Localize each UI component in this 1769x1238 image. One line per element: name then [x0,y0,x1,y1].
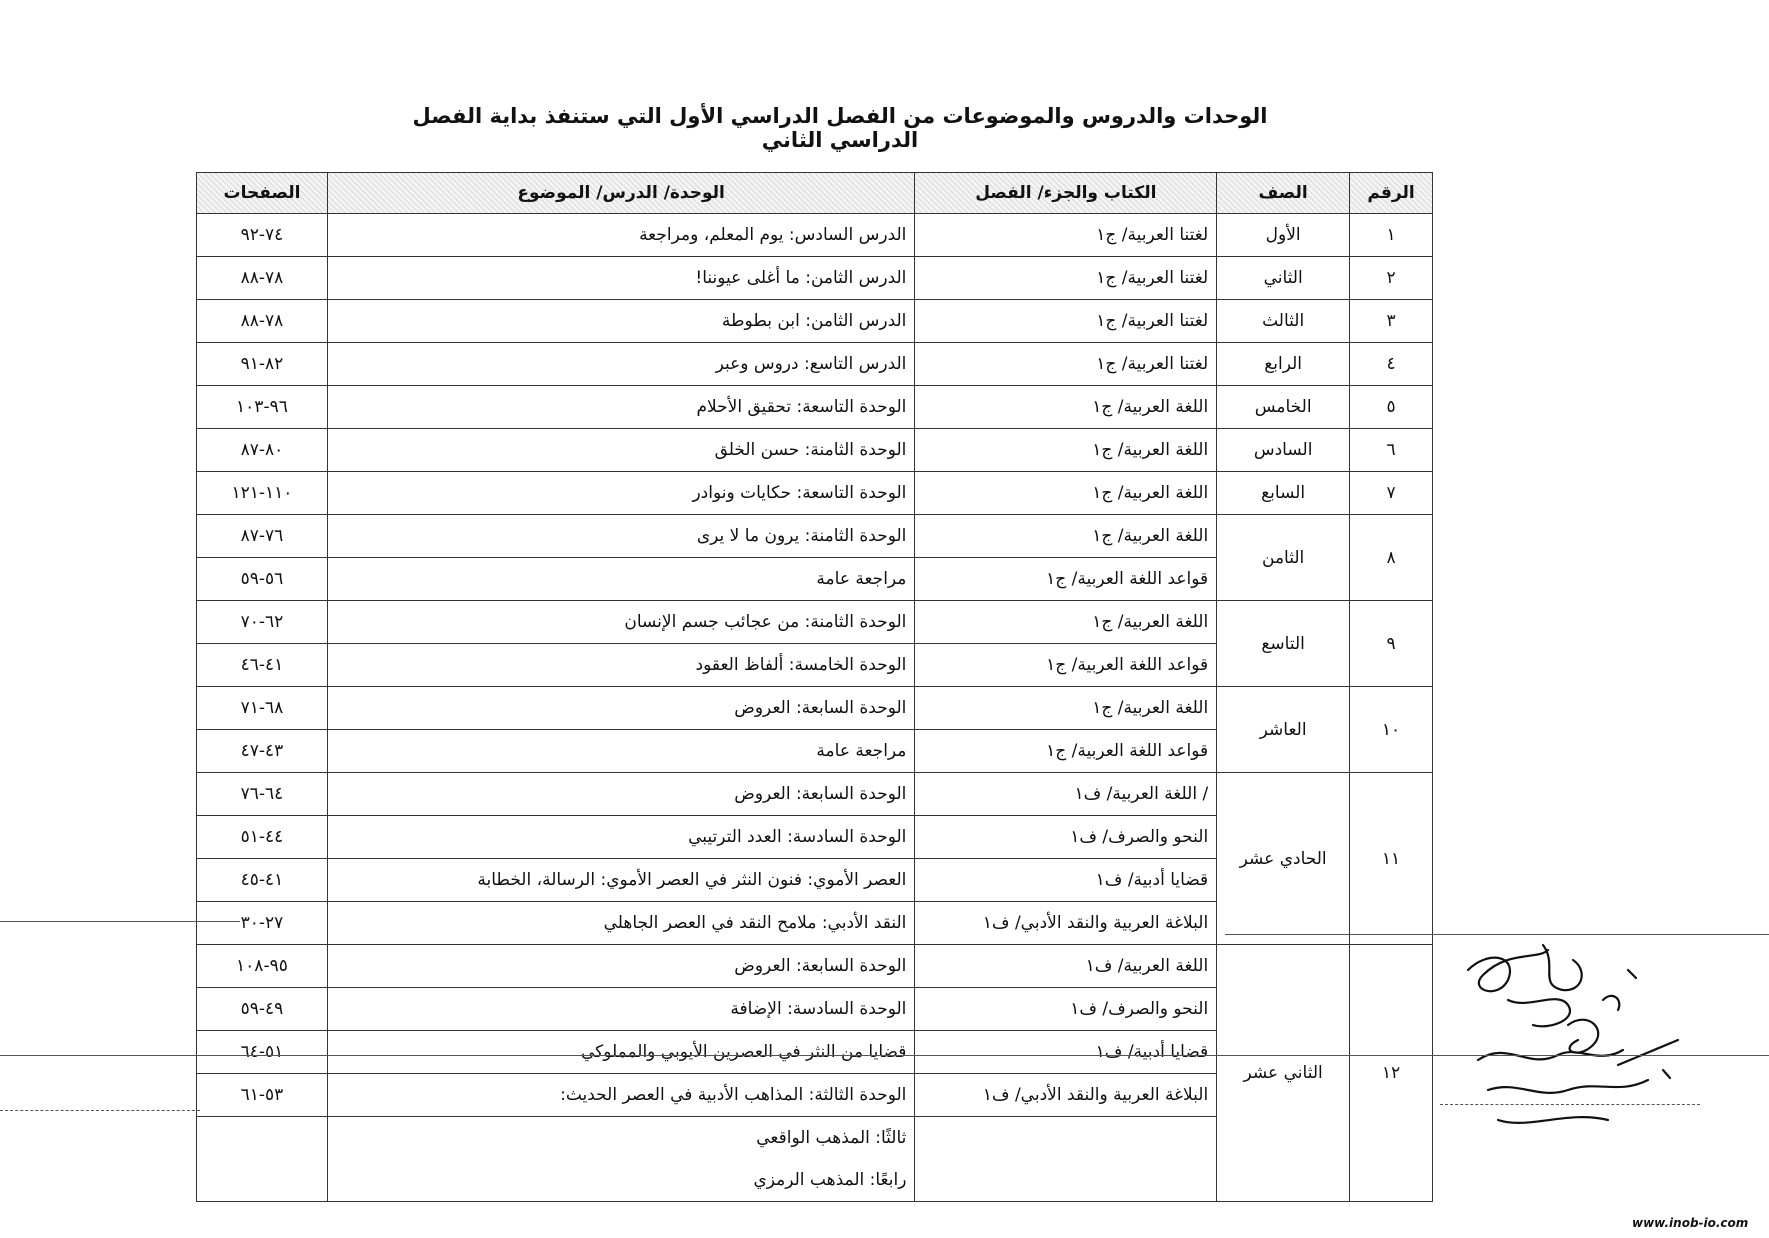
row-topic: الوحدة السابعة: العروض [327,687,915,730]
row-topic: الوحدة التاسعة: حكايات ونوادر [327,472,915,515]
row-book: قواعد اللغة العربية/ ج١ [915,644,1217,687]
row-topic: مراجعة عامة [327,730,915,773]
row-number: ٢ [1350,257,1433,300]
row-grade: الثاني [1217,257,1350,300]
row-pages: ٤٣-٤٧ [197,730,328,773]
row-topic: مراجعة عامة [327,558,915,601]
row-pages: ٧٨-٨٨ [197,300,328,343]
row-grade: الخامس [1217,386,1350,429]
row-book: قضايا أدبية/ ف١ [915,859,1217,902]
row-number: ١٠ [1350,687,1433,773]
row-grade: الحادي عشر [1217,773,1350,945]
row-pages: ٧٨-٨٨ [197,257,328,300]
row-number: ٣ [1350,300,1433,343]
row-topic: الوحدة التاسعة: تحقيق الأحلام [327,386,915,429]
table-row [197,257,1433,300]
row-number: ٥ [1350,386,1433,429]
row-number: ٦ [1350,429,1433,472]
row-grade: التاسع [1217,601,1350,687]
table-row [197,945,1433,988]
header-topic: الوحدة/ الدرس/ الموضوع [327,173,915,214]
row-pages: ٨٠-٨٧ [197,429,328,472]
row-number: ٤ [1350,343,1433,386]
row-book: / اللغة العربية/ ف١ [915,773,1217,816]
row-pages: ١١٠-١٢١ [197,472,328,515]
extra-line: رابعًا: المذهب الرمزي [753,1170,907,1190]
row-topic: الدرس الثامن: ما أغلى عيوننا! [327,257,915,300]
row-pages: ٤٩-٥٩ [197,988,328,1031]
row-topic: الوحدة السادسة: العدد الترتيبي [327,816,915,859]
row-pages [197,1117,328,1202]
scan-line [0,1055,1769,1056]
row-book: لغتنا العربية/ ج١ [915,343,1217,386]
row-book: اللغة العربية/ ج١ [915,386,1217,429]
row-pages: ٢٧-٣٠ [197,902,328,945]
header-pages: الصفحات [197,173,328,214]
table-row [197,472,1433,515]
row-number: ١ [1350,214,1433,257]
row-topic: العصر الأموي: فنون النثر في العصر الأموي: الرسالة، الخطابة [327,859,915,902]
row-grade: العاشر [1217,687,1350,773]
row-topic-extra [327,1117,915,1202]
row-pages: ٥١-٦٤ [197,1031,328,1074]
row-book: لغتنا العربية/ ج١ [915,214,1217,257]
row-topic: الوحدة الثالثة: المذاهب الأدبية في العصر الحديث: [327,1074,915,1117]
row-book: لغتنا العربية/ ج١ [915,300,1217,343]
header-number: الرقم [1350,173,1433,214]
scan-line [0,1110,200,1111]
row-book [915,1117,1217,1202]
row-topic: الوحدة الثامنة: من عجائب جسم الإنسان [327,601,915,644]
table-row [197,429,1433,472]
row-pages: ٦٨-٧١ [197,687,328,730]
schedule-table [196,172,1433,1202]
row-pages: ٨٢-٩١ [197,343,328,386]
row-topic: الوحدة السابعة: العروض [327,945,915,988]
table-row [197,515,1433,558]
row-topic: الدرس الثامن: ابن بطوطة [327,300,915,343]
row-book: النحو والصرف/ ف١ [915,816,1217,859]
row-grade: الرابع [1217,343,1350,386]
row-book: قواعد اللغة العربية/ ج١ [915,558,1217,601]
row-topic: الوحدة السادسة: الإضافة [327,988,915,1031]
table-row [197,687,1433,730]
row-topic: الدرس التاسع: دروس وعبر [327,343,915,386]
row-pages: ٥٣-٦١ [197,1074,328,1117]
row-grade: الثالث [1217,300,1350,343]
row-number: ٨ [1350,515,1433,601]
row-number: ١٢ [1350,945,1433,1202]
row-book: اللغة العربية/ ج١ [915,601,1217,644]
row-book: البلاغة العربية والنقد الأدبي/ ف١ [915,1074,1217,1117]
table-row [197,214,1433,257]
row-number: ٧ [1350,472,1433,515]
row-pages: ٥٦-٥٩ [197,558,328,601]
table-row [197,300,1433,343]
row-book: اللغة العربية/ ج١ [915,687,1217,730]
table-row [197,601,1433,644]
row-book: النحو والصرف/ ف١ [915,988,1217,1031]
row-book: اللغة العربية/ ج١ [915,515,1217,558]
row-book: قواعد اللغة العربية/ ج١ [915,730,1217,773]
scan-line [1440,1104,1700,1105]
row-number: ١١ [1350,773,1433,945]
table-row [197,773,1433,816]
row-book: اللغة العربية/ ج١ [915,472,1217,515]
row-grade: السابع [1217,472,1350,515]
row-pages: ٦٢-٧٠ [197,601,328,644]
row-topic: الوحدة السابعة: العروض [327,773,915,816]
header-book: الكتاب والجزء/ الفصل [915,173,1217,214]
row-pages: ٩٦-١٠٣ [197,386,328,429]
row-grade: الثامن [1217,515,1350,601]
row-pages: ٩٥-١٠٨ [197,945,328,988]
row-book: البلاغة العربية والنقد الأدبي/ ف١ [915,902,1217,945]
row-topic: الوحدة الخامسة: ألفاظ العقود [327,644,915,687]
handwritten-signature [1448,930,1688,1160]
row-topic: الدرس السادس: يوم المعلم، ومراجعة [327,214,915,257]
row-pages: ٦٤-٧٦ [197,773,328,816]
row-topic: قضايا من النثر في العصرين الأيوبي والمملوكي [327,1031,915,1074]
row-grade: الأول [1217,214,1350,257]
row-book: لغتنا العربية/ ج١ [915,257,1217,300]
page-title: الوحدات والدروس والموضوعات من الفصل الدراسي الأول التي ستنفذ بداية الفصل الدراسي الثاني [412,104,1268,152]
row-grade: الثاني عشر [1217,945,1350,1202]
row-pages: ٧٤-٩٢ [197,214,328,257]
row-book: اللغة العربية/ ف١ [915,945,1217,988]
row-pages: ٤٤-٥١ [197,816,328,859]
row-topic: الوحدة الثامنة: حسن الخلق [327,429,915,472]
row-pages: ٧٦-٨٧ [197,515,328,558]
row-grade: السادس [1217,429,1350,472]
row-topic: النقد الأدبي: ملامح النقد في العصر الجاهلي [327,902,915,945]
scan-line [1225,934,1769,935]
row-topic: الوحدة الثامنة: يرون ما لا يرى [327,515,915,558]
row-pages: ٤١-٤٦ [197,644,328,687]
scan-line [0,921,240,922]
table-header-row [197,173,1433,214]
row-pages: ٤١-٤٥ [197,859,328,902]
table-row [197,386,1433,429]
row-book: قضايا أدبية/ ف١ [915,1031,1217,1074]
row-book: اللغة العربية/ ج١ [915,429,1217,472]
row-number: ٩ [1350,601,1433,687]
extra-line: ثالثًا: المذهب الواقعي [756,1128,907,1148]
footer-url: www.inob-io.com [1632,1216,1749,1230]
table-row [197,343,1433,386]
header-grade: الصف [1217,173,1350,214]
